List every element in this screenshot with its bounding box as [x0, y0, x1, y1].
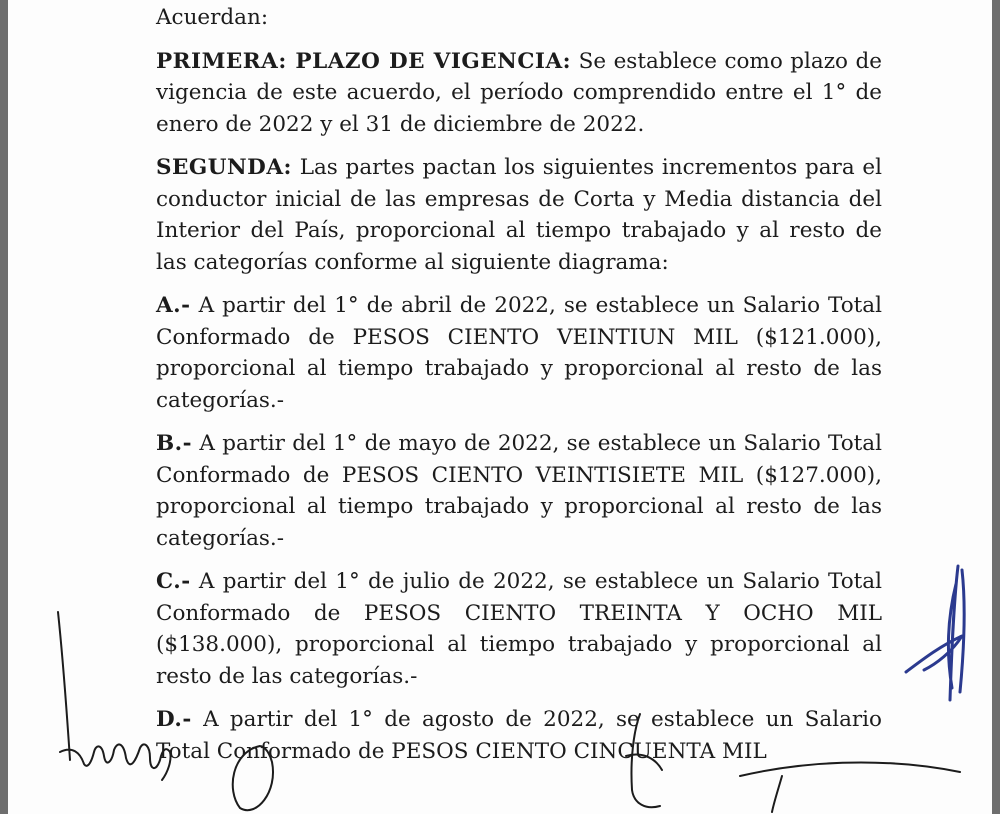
- item-label: B.-: [156, 431, 193, 456]
- item-a: [156, 290, 882, 416]
- right-page-border: [992, 0, 1000, 814]
- item-body: A partir del 1° de julio de 2022, se establece un Salario Total Conformado de PESOS CIENTO TREINTA Y OCHO MIL ($138.000), proporcional al tiempo trabajado y proporcional al resto de las categorías.-: [156, 569, 882, 689]
- left-page-border: [0, 0, 8, 814]
- item-body: A partir del 1° de agosto de 2022, se establece un Salario Total Conformado de PESOS CIENTO CINCUENTA MIL: [156, 707, 882, 764]
- item-c: [156, 566, 882, 692]
- item-b: [156, 428, 882, 554]
- clause-primera: [156, 46, 882, 141]
- item-body: A partir del 1° de mayo de 2022, se establece un Salario Total Conformado de PESOS CIENTO VEINTISIETE MIL ($127.000), proporcional al tiempo trabajado y proporcional al resto de las categorías.-: [156, 431, 882, 551]
- intro-line: Acuerdan:: [156, 5, 269, 30]
- item-d: [156, 704, 882, 767]
- clause-label: SEGUNDA:: [156, 155, 292, 180]
- clause-segunda: [156, 152, 882, 278]
- item-label: A.-: [156, 293, 191, 318]
- clause-body: Se establece como plazo de vigencia de este acuerdo, el período comprendido entre el 1° de enero de 2022 y el 31 de diciembre de 2022.: [156, 48, 882, 137]
- item-label: D.-: [156, 707, 192, 732]
- document-text: [156, 2, 882, 779]
- clause-body: Las partes pactan los siguientes incrementos para el conductor inicial de las empresas de Corta y Media distancia del Interior del País, proporcional al tiempo trabajado y al resto de las categorías conforme al siguiente diagrama:: [156, 155, 882, 275]
- clause-label: PRIMERA: PLAZO DE VIGENCIA:: [156, 48, 572, 74]
- item-label: C.-: [156, 569, 191, 594]
- item-body: A partir del 1° de abril de 2022, se establece un Salario Total Conformado de PESOS CIENTO VEINTIUN MIL ($121.000), proporcional al tiempo trabajado y proporcional al resto de las categorías.-: [156, 293, 882, 413]
